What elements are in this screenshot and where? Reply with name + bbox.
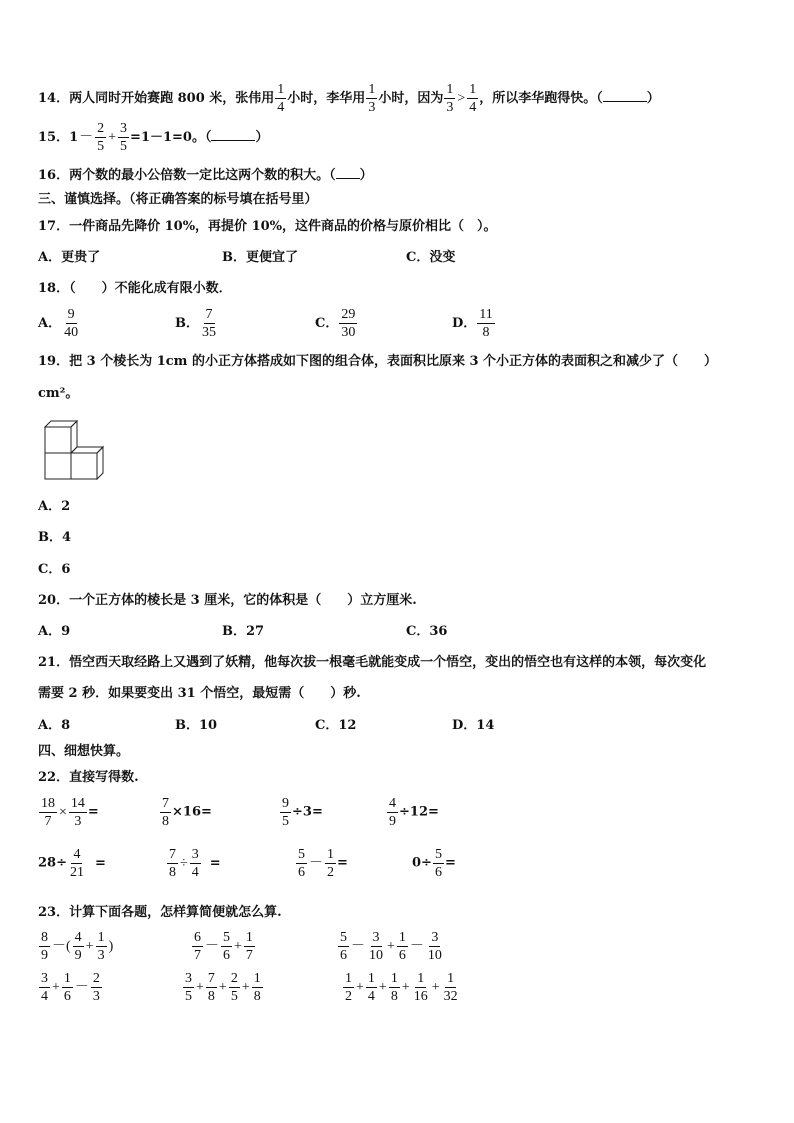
q18-option-d-fraction: $\frac{11}{8}$ [479, 307, 493, 340]
q22-expr-2: $\frac{7}{8}$ ×16= [162, 796, 212, 829]
q21-option-b[interactable]: B．10 [175, 718, 218, 733]
section-3-heading: 三、谨慎选择。（将正确答案的标号填在括号里） [38, 192, 318, 207]
question-21-line-2: 需要 2 秒．如果要变出 31 个悟空，最短需（ ）秒. [38, 686, 361, 701]
q16-answer-blank[interactable] [336, 166, 360, 179]
q14-text-1: 两人同时开始赛跑 800 米，张伟用 [69, 91, 275, 106]
q22-expr-3: $\frac{9}{5}$ ÷3= [282, 796, 323, 829]
q22-expr-4: $\frac{4}{9}$ ÷12= [389, 796, 439, 829]
question-14: 14．两人同时开始赛跑 800 米，张伟用 $\frac{1}{4}$ 小时，李华用 $\frac{1}{3}$ 小时，因为 $\frac{1}{3}$ > $\frac{1}{4}$ ，所以李华跑得快。（ ） [38, 82, 660, 115]
q19-option-a[interactable]: A．2 [38, 499, 71, 514]
q19-option-b[interactable]: B．4 [38, 530, 72, 545]
question-15: 15．1－ $\frac{2}{5}$ + $\frac{3}{5}$ =1－1=0。（ ） [38, 121, 269, 154]
q14-fraction-1: $\frac{1}{4}$ [277, 82, 285, 115]
question-19-line-1: 19．把 3 个棱长为 1cm 的小正方体搭成如下图的组合体，表面积比原来 3 个小正方体的表面积之和减少了（ ） [38, 354, 718, 369]
question-16: 16．两个数的最小公倍数一定比这两个数的积大。（ ） [38, 168, 373, 183]
q14-fraction-3: $\frac{1}{3}$ [446, 82, 454, 115]
q14-fraction-2: $\frac{1}{3}$ [368, 82, 376, 115]
q18-option-b-fraction: $\frac{7}{35}$ [202, 307, 216, 340]
question-18: 18．（ ）不能化成有限小数． [38, 281, 232, 296]
q15-fraction-1: $\frac{2}{5}$ [97, 121, 105, 154]
q15-fraction-2: $\frac{3}{5}$ [120, 121, 128, 154]
q23-expr-4: $\frac{3}{4}$ + $\frac{1}{6}$ － $\frac{2}{3}$ [41, 971, 100, 1004]
q17-option-b[interactable]: B．更便宜了 [222, 250, 298, 265]
q23-expr-5: $\frac{3}{5}$ + $\frac{7}{8}$ + $\frac{2}{5}$ + $\frac{1}{8}$ [185, 971, 261, 1004]
question-20: 20．一个正方体的棱长是 3 厘米，它的体积是（ ）立方厘米. [38, 593, 417, 608]
question-19-line-2: cm²。 [38, 386, 79, 401]
q14-text-2: 小时，李华用 [287, 91, 366, 106]
q14-fraction-4: $\frac{1}{4}$ [469, 82, 477, 115]
q20-option-b[interactable]: B．27 [222, 624, 265, 639]
q20-option-c[interactable]: C．36 [406, 624, 448, 639]
q18-option-d[interactable]: D． $\frac{11}{8}$ [452, 307, 493, 340]
q22-expr-1: $\frac{18}{7}$ × $\frac{14}{3}$ = [41, 796, 99, 829]
q19-option-c[interactable]: C．6 [38, 562, 71, 577]
q21-option-a[interactable]: A．8 [38, 718, 71, 733]
q23-expr-1: $\frac{8}{9}$ －( $\frac{4}{9}$ + $\frac{1}{3}$ ) [41, 930, 114, 963]
q15-answer-blank[interactable] [211, 128, 255, 141]
q22-expr-5: 28÷ $\frac{4}{21}$ = [38, 847, 106, 880]
q22-expr-6: $\frac{7}{8}$ ÷ $\frac{3}{4}$ = [169, 847, 221, 880]
q23-expr-2: $\frac{6}{7}$ － $\frac{5}{6}$ + $\frac{1}{7}$ [194, 930, 253, 963]
q23-expr-6: $\frac{1}{2}$ + $\frac{1}{4}$ + $\frac{1}{8}$ + $\frac{1}{16}$ + $\frac{1}{32}$ [345, 971, 458, 1004]
q23-expr-3: $\frac{5}{6}$ － $\frac{3}{10}$ + $\frac{1}{6}$ － $\frac{3}{10}$ [340, 930, 442, 963]
question-23-title: 23．计算下面各题，怎样算简便就怎么算. [38, 905, 282, 920]
q14-answer-blank[interactable] [603, 89, 647, 102]
q17-option-c[interactable]: C．没变 [406, 250, 456, 265]
q17-option-a[interactable]: A．更贵了 [38, 250, 101, 265]
q18-option-c-fraction: $\frac{29}{30}$ [341, 307, 356, 340]
q14-text-3: 小时，因为 [378, 91, 444, 106]
q14-text-4: ，所以李华跑得快。（ [479, 91, 603, 106]
q21-option-c[interactable]: C．12 [315, 718, 357, 733]
q20-option-a[interactable]: A．9 [38, 624, 71, 639]
q22-expr-8: 0÷ $\frac{5}{6}$ = [412, 847, 456, 880]
q18-option-a[interactable]: A． $\frac{9}{40}$ [38, 307, 79, 340]
q22-expr-7: $\frac{5}{6}$ － $\frac{1}{2}$ = [298, 847, 348, 880]
section-4-heading: 四、细想快算。 [38, 744, 130, 759]
q18-option-a-fraction: $\frac{9}{40}$ [64, 307, 79, 340]
q18-option-c[interactable]: C． $\frac{29}{30}$ [315, 307, 356, 340]
cube-figure [44, 420, 108, 482]
question-22-title: 22．直接写得数. [38, 770, 139, 785]
question-17: 17．一件商品先降价 10%，再提价 10%，这件商品的价格与原价相比（ ）。 [38, 219, 497, 234]
q18-option-b[interactable]: B． $\frac{7}{35}$ [175, 307, 216, 340]
q21-option-d[interactable]: D．14 [452, 718, 495, 733]
q14-number: 14． [38, 91, 70, 106]
question-21-line-1: 21．悟空西天取经路上又遇到了妖精，他每次拔一根毫毛就能变成一个悟空，变出的悟空也有这样的本领，每次变化 [38, 655, 707, 670]
